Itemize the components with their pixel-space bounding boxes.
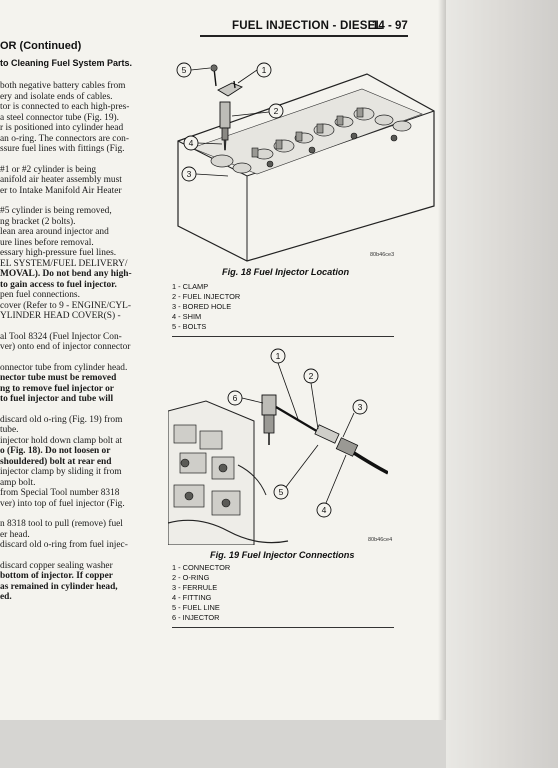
fig19-legend-item: 3 - FERRULE <box>172 583 218 592</box>
fig18-callout-3: 3 <box>186 169 192 179</box>
body-line: discard old o-ring (Fig. 19) from <box>0 414 123 425</box>
fig19-rule <box>172 627 394 628</box>
body-line: both negative battery cables from <box>0 81 126 91</box>
fig18-legend-item: 1 - CLAMP <box>172 282 209 291</box>
section-subtitle: to Cleaning Fuel System Parts. <box>0 58 133 68</box>
fig19-callout-2: 2 <box>308 371 314 381</box>
body-line: ver) into top of fuel injector (Fig. <box>0 498 125 509</box>
fig19-legend-item: 4 - FITTING <box>172 593 212 602</box>
body-line: r is positioned into cylinder head <box>0 123 124 133</box>
fig19-caption: Fig. 19 Fuel Injector Connections <box>210 550 355 560</box>
section-title: OR (Continued) <box>0 40 82 52</box>
body-line: nector tube must be removed <box>0 373 117 383</box>
body-line: onnector tube from cylinder head. <box>0 362 128 373</box>
fig18-legend-item: 3 - BORED HOLE <box>172 302 232 311</box>
body-line: MOVAL). Do not bend any high- <box>0 269 132 279</box>
fig18-callout-5: 5 <box>181 65 187 75</box>
body-line: ure lines before removal. <box>0 237 94 248</box>
body-line: YLINDER HEAD COVER(S) - <box>0 311 121 321</box>
body-line: discard old o-ring from fuel injec- <box>0 540 128 550</box>
body-line: as remained in cylinder head, <box>0 581 118 592</box>
body-line: er to Intake Manifold Air Heater <box>0 185 122 196</box>
body-line: discard copper sealing washer <box>0 560 113 571</box>
fig19-legend-item: 1 - CONNECTOR <box>172 563 231 572</box>
fig19-callout-3: 3 <box>357 402 363 412</box>
fig18-legend-item: 4 - SHIM <box>172 312 202 321</box>
fig18-callout-1: 1 <box>261 65 267 75</box>
body-line: #1 or #2 cylinder is being <box>0 164 97 175</box>
body-line: EL SYSTEM/FUEL DELIVERY/ <box>0 258 128 269</box>
running-header-title: FUEL INJECTION - DIESEL <box>232 20 383 32</box>
fig18-caption: Fig. 18 Fuel Injector Location <box>222 267 350 277</box>
body-line: injector hold down clamp bolt at <box>0 435 123 446</box>
fig18-callout-2: 2 <box>273 106 279 116</box>
fig19-legend-item: 5 - FUEL LINE <box>172 603 220 612</box>
body-line: ed. <box>0 592 12 602</box>
body-line: ssure fuel lines with fittings (Fig. <box>0 144 125 154</box>
fig19-legend <box>172 563 230 623</box>
body-line: n 8318 tool to pull (remove) fuel <box>0 519 123 529</box>
body-line: al Tool 8324 (Fuel Injector Con- <box>0 331 122 342</box>
fig19-code: 80b46ce4 <box>368 537 393 543</box>
header-rule <box>200 35 408 37</box>
page-number: 14 - 97 <box>372 20 408 32</box>
body-line: to gain access to fuel injector. <box>0 279 117 290</box>
fig18-legend <box>172 282 240 332</box>
body-line: ver) onto end of injector connector <box>0 342 131 352</box>
figure-18-illustration <box>172 56 438 266</box>
body-line: tor is connected to each high-pres- <box>0 102 130 112</box>
paragraph-gap <box>0 405 156 415</box>
fig19-legend-item: 6 - INJECTOR <box>172 613 220 622</box>
figure-19-illustration <box>168 345 388 545</box>
fig19-callout-4: 4 <box>321 505 327 515</box>
paragraph-gap <box>0 353 156 363</box>
body-line: #5 cylinder is being removed, <box>0 206 112 216</box>
body-line: tube. <box>0 425 19 435</box>
body-line: lean area around injector and <box>0 227 109 237</box>
paragraph-gap <box>0 509 156 519</box>
scan-bottom-margin <box>0 720 446 768</box>
fig19-legend-item: 2 - O-RING <box>172 573 210 582</box>
fig19-callout-1: 1 <box>275 351 281 361</box>
paragraph-gap <box>0 322 156 332</box>
body-line: cover (Refer to 9 - ENGINE/CYL- <box>0 300 131 311</box>
body-line: to fuel injector and tube will <box>0 394 114 404</box>
body-line: bottom of injector. If copper <box>0 571 113 581</box>
fig18-callout-4: 4 <box>188 138 194 148</box>
body-text <box>0 81 156 603</box>
paragraph-gap <box>0 155 156 165</box>
body-line: anifold air heater assembly must <box>0 175 122 185</box>
fig18-rule <box>172 336 394 337</box>
fig18-legend-item: 2 - FUEL INJECTOR <box>172 292 241 301</box>
body-line: o (Fig. 18). Do not loosen or <box>0 446 111 456</box>
body-line: a steel connector tube (Fig. 19). <box>0 112 119 123</box>
adjacent-page-edge <box>446 0 558 768</box>
fig19-callout-5: 5 <box>278 487 284 497</box>
page-edge-shadow <box>438 0 446 720</box>
body-line: er head. <box>0 529 30 540</box>
body-line: ng to remove fuel injector or <box>0 383 114 394</box>
body-line: from Special Tool number 8318 <box>0 488 120 498</box>
paragraph-gap <box>0 551 156 561</box>
paragraph-gap <box>0 196 156 206</box>
body-line: amp bolt. <box>0 477 36 488</box>
body-line: shouldered) bolt at rear end <box>0 456 112 467</box>
body-line: ng bracket (2 bolts). <box>0 216 76 227</box>
fig18-code: 80b46ce3 <box>370 252 395 258</box>
fig18-legend-item: 5 - BOLTS <box>172 322 207 331</box>
body-line: injector clamp by sliding it from <box>0 467 122 477</box>
body-line: essary high-pressure fuel lines. <box>0 248 117 258</box>
body-line: an o-ring. The connectors are con- <box>0 133 129 144</box>
body-line: ery and isolate ends of cables. <box>0 91 113 102</box>
fig19-callout-6: 6 <box>232 393 238 403</box>
body-line: pen fuel connections. <box>0 290 80 300</box>
